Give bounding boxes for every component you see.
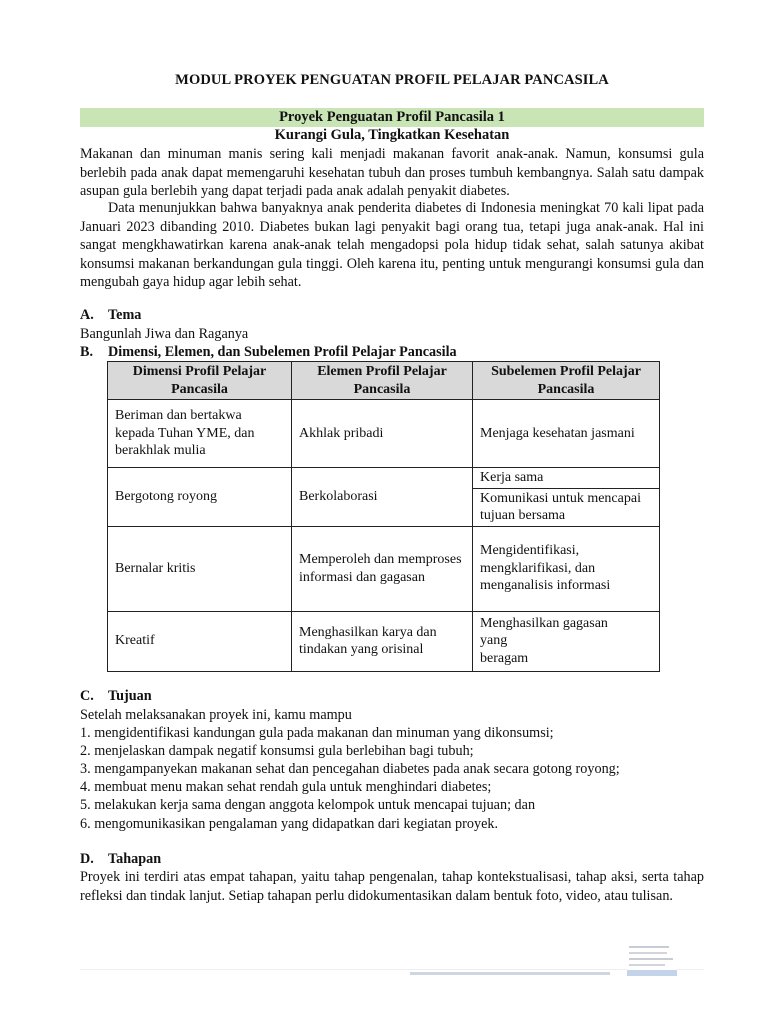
cell-subelemen: Kerja sama xyxy=(473,468,660,489)
table-header-row xyxy=(108,362,660,400)
header-subelemen: Subelemen Profil Pelajar Pancasila xyxy=(473,362,660,400)
section-b-title: Dimensi, Elemen, dan Subelemen Profil Pelajar Pancasila xyxy=(108,344,457,360)
footer-divider xyxy=(80,969,704,970)
qr-stamp-icon xyxy=(627,942,677,976)
header-dimensi: Dimensi Profil Pelajar Pancasila xyxy=(108,362,292,400)
table-row xyxy=(108,526,660,611)
section-a-text: Bangunlah Jiwa dan Raganya xyxy=(80,326,249,342)
section-a-heading xyxy=(80,306,141,324)
cell-dimensi: Kreatif xyxy=(108,611,292,671)
section-d-letter: D. xyxy=(80,851,94,867)
cell-subelemen: Mengidentifikasi, mengklarifikasi, dan menganalisis informasi xyxy=(473,526,660,611)
intro-paragraph-1: Makanan dan minuman manis sering kali menjadi makanan favorit anak-anak. Namun, konsumsi gula berlebih pada anak dapat memengaruhi kesehatan tubuh dan proses tumbuh kembangnya. Salah satu dampak asupan gula berlebih yang dapat terjadi pada anak adalah penyakit diabetes. xyxy=(80,146,704,200)
section-a-letter: A. xyxy=(80,307,94,323)
footer-watermark-strip xyxy=(410,972,610,975)
section-c-intro: Setelah melaksanakan proyek ini, kamu mampu xyxy=(80,707,352,723)
document-title: MODUL PROYEK PENGUATAN PROFIL PELAJAR PANCASILA xyxy=(175,72,609,88)
table-row xyxy=(108,468,660,489)
cell-elemen: Berkolaborasi xyxy=(292,468,473,527)
objective-item: 4. membuat menu makan sehat rendah gula untuk menghindari diabetes; xyxy=(80,779,492,795)
cell-subelemen: Menjaga kesehatan jasmani xyxy=(473,400,660,468)
cell-subelemen xyxy=(473,611,660,671)
section-c-letter: C. xyxy=(80,688,94,704)
cell-elemen: Memperoleh dan memproses informasi dan gagasan xyxy=(292,526,473,611)
table-row xyxy=(108,611,660,671)
objective-item: 3. mengampanyekan makanan sehat dan pencegahan diabetes pada anak secara gotong royong; xyxy=(80,761,620,777)
section-b-letter: B. xyxy=(80,344,94,360)
section-c-title: Tujuan xyxy=(108,688,152,704)
cell-elemen: Akhlak pribadi xyxy=(292,400,473,468)
cell-elemen: Menghasilkan karya dan tindakan yang orisinal xyxy=(292,611,473,671)
cell-subelemen: Komunikasi untuk mencapai tujuan bersama xyxy=(473,488,660,526)
cell-subelemen-line: Menghasilkan gagasan xyxy=(480,615,608,631)
table-row xyxy=(108,400,660,468)
objective-item: 6. mengomunikasikan pengalaman yang didapatkan dari kegiatan proyek. xyxy=(80,816,499,832)
cell-dimensi: Bernalar kritis xyxy=(108,526,292,611)
project-subtitle: Kurangi Gula, Tingkatkan Kesehatan xyxy=(274,127,510,143)
cell-dimensi: Beriman dan bertakwa kepada Tuhan YME, dan berakhlak mulia xyxy=(108,400,292,468)
header-elemen: Elemen Profil Pelajar Pancasila xyxy=(292,362,473,400)
intro-paragraph-2: Data menunjukkan bahwa banyaknya anak penderita diabetes di Indonesia meningkat 70 kali lipat pada Januari 2023 dibanding 2010. Diabetes bukan lagi penyakit bagi orang tua, tetapi juga anak-anak. Hal ini sangat mengkhawatirkan karena anak-anak telah mengadopsi pola hidup tidak sehat, salah satunya akibat konsumsi makanan berkandungan gula tinggi. Oleh karena itu, penting untuk mengurangi konsumsi gula dan mengubah gaya hidup agar lebih sehat. xyxy=(80,200,704,291)
section-d-heading xyxy=(80,850,161,868)
cell-subelemen-line: yang xyxy=(480,633,508,649)
section-b-heading xyxy=(80,343,457,361)
section-d-text: Proyek ini terdiri atas empat tahapan, yaitu tahap pengenalan, tahap kontekstualisasi, tahap aksi, serta tahap refleksi dan tindak lanjut. Setiap tahapan perlu didokumentasikan dalam bentuk foto, video, atau tulisan. xyxy=(80,869,704,904)
objective-item: 5. melakukan kerja sama dengan anggota kelompok untuk mencapai tujuan; dan xyxy=(80,797,536,813)
dimension-table xyxy=(107,361,660,672)
objective-item: 2. menjelaskan dampak negatif konsumsi gula berlebihan bagi tubuh; xyxy=(80,743,474,759)
project-label: Proyek Penguatan Profil Pancasila 1 xyxy=(80,108,704,127)
section-a-title: Tema xyxy=(108,307,142,323)
cell-subelemen-line: beragam xyxy=(480,650,529,666)
cell-dimensi: Bergotong royong xyxy=(108,468,292,527)
section-d-title: Tahapan xyxy=(108,851,162,867)
objective-item: 1. mengidentifikasi kandungan gula pada makanan dan minuman yang dikonsumsi; xyxy=(80,725,554,741)
section-c-heading xyxy=(80,687,152,705)
